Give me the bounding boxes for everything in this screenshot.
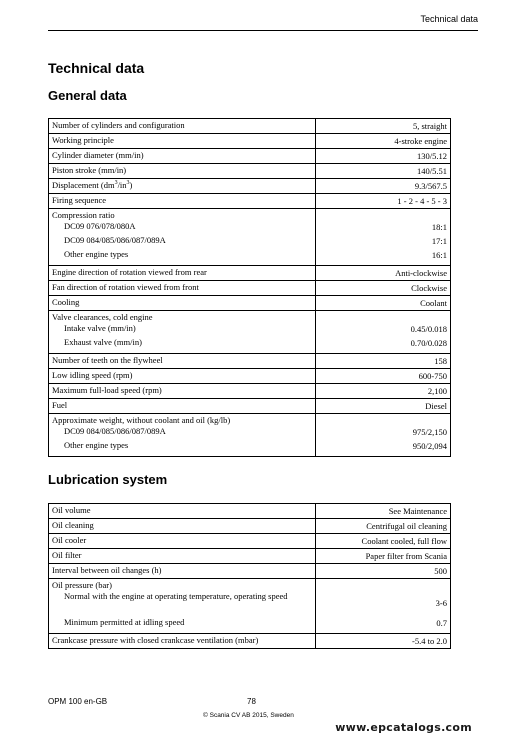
table-row bbox=[49, 564, 451, 579]
row-label: Oil cleaning bbox=[49, 519, 316, 534]
row-label: Oil filter bbox=[49, 549, 316, 564]
group-cell bbox=[49, 579, 316, 634]
row-label: Oil cooler bbox=[49, 534, 316, 549]
table-row bbox=[49, 634, 451, 649]
table-row-group bbox=[49, 209, 451, 266]
row-value: 140/5.51 bbox=[316, 164, 451, 179]
superscript: 3 bbox=[114, 180, 118, 187]
table-row bbox=[49, 504, 451, 519]
row-value: 5, straight bbox=[316, 119, 451, 134]
group-label: Oil pressure (bar) bbox=[52, 580, 112, 590]
table-row bbox=[49, 384, 451, 399]
footer-doc-id: OPM 100 en-GB bbox=[48, 697, 108, 706]
row-value: 4-stroke engine bbox=[316, 134, 451, 149]
group-label: Compression ratio bbox=[52, 210, 115, 220]
group-label: Approximate weight, without coolant and oil (kg/lb) bbox=[52, 415, 231, 425]
sub-label: Minimum permitted at idling speed bbox=[64, 617, 185, 627]
row-label: Number of teeth on the flywheel bbox=[49, 354, 316, 369]
row-value: 9.3/567.5 bbox=[316, 179, 451, 194]
group-values bbox=[316, 414, 451, 457]
row-label: Piston stroke (mm/in) bbox=[49, 164, 316, 179]
row-value: See Maintenance bbox=[316, 504, 451, 519]
general-data-heading: General data bbox=[48, 88, 127, 103]
sub-value: 975/2,150 bbox=[412, 427, 447, 437]
table-row bbox=[49, 134, 451, 149]
sub-value: 950/2,094 bbox=[412, 441, 447, 451]
row-label: Working principle bbox=[49, 134, 316, 149]
sub-label: Normal with the engine at operating temperature, operating speed bbox=[64, 591, 288, 601]
spacer bbox=[319, 415, 447, 427]
sub-value: 17:1 bbox=[431, 236, 447, 246]
header-divider bbox=[48, 30, 478, 31]
footer-page-number: 78 bbox=[247, 697, 256, 706]
group-values bbox=[316, 209, 451, 266]
watermark: www.epcatalogs.com bbox=[335, 721, 472, 734]
general-data-table bbox=[48, 118, 451, 457]
table-row bbox=[49, 296, 451, 311]
header-section-title: Technical data bbox=[420, 14, 478, 24]
group-cell bbox=[49, 414, 316, 457]
sub-label: Exhaust valve (mm/in) bbox=[64, 337, 142, 347]
row-label: Oil volume bbox=[49, 504, 316, 519]
table-row-group bbox=[49, 311, 451, 354]
table-row bbox=[49, 519, 451, 534]
footer-copyright bbox=[203, 712, 294, 719]
table-row bbox=[49, 266, 451, 281]
row-value: Anti-clockwise bbox=[316, 266, 451, 281]
row-label: Cooling bbox=[49, 296, 316, 311]
row-value: -5.4 to 2.0 bbox=[316, 634, 451, 649]
table-row bbox=[49, 534, 451, 549]
row-label: Cylinder diameter (mm/in) bbox=[49, 149, 316, 164]
row-label bbox=[49, 179, 316, 194]
sub-label: DC09 084/085/086/087/089A bbox=[64, 235, 166, 245]
sub-label: Other engine types bbox=[64, 440, 129, 450]
row-value: 130/5.12 bbox=[316, 149, 451, 164]
lubrication-table bbox=[48, 503, 451, 649]
sub-label: Other engine types bbox=[64, 249, 129, 259]
sub-label: Intake valve (mm/in) bbox=[64, 323, 136, 333]
table-row-group bbox=[49, 414, 451, 457]
table-row bbox=[49, 369, 451, 384]
page-title: Technical data bbox=[48, 60, 145, 76]
row-value: Clockwise bbox=[316, 281, 451, 296]
label-text: /in bbox=[117, 180, 127, 190]
label-text: Displacement (dm bbox=[52, 180, 115, 190]
table-row bbox=[49, 119, 451, 134]
row-value: 500 bbox=[316, 564, 451, 579]
row-value: 2,100 bbox=[316, 384, 451, 399]
table-row bbox=[49, 549, 451, 564]
row-label: Fuel bbox=[49, 399, 316, 414]
lubrication-heading: Lubrication system bbox=[48, 472, 168, 487]
row-value: Centrifugal oil cleaning bbox=[316, 519, 451, 534]
row-value: Coolant cooled, full flow bbox=[316, 534, 451, 549]
sub-value: 0.7 bbox=[436, 618, 447, 628]
table-row bbox=[49, 149, 451, 164]
row-value: Diesel bbox=[316, 399, 451, 414]
row-label: Crankcase pressure with closed crankcase ventilation (mbar) bbox=[49, 634, 316, 649]
row-value: Coolant bbox=[316, 296, 451, 311]
sub-label: DC09 084/085/086/087/089A bbox=[64, 426, 166, 436]
spacer bbox=[319, 210, 447, 222]
spacer bbox=[319, 312, 447, 324]
table-row bbox=[49, 179, 451, 194]
table-row bbox=[49, 399, 451, 414]
table-row bbox=[49, 354, 451, 369]
spacer bbox=[319, 580, 447, 592]
group-values bbox=[316, 579, 451, 634]
row-label: Maximum full-load speed (rpm) bbox=[49, 384, 316, 399]
row-label: Engine direction of rotation viewed from rear bbox=[49, 266, 316, 281]
row-label: Low idling speed (rpm) bbox=[49, 369, 316, 384]
row-value: Paper filter from Scania bbox=[316, 549, 451, 564]
group-values bbox=[316, 311, 451, 354]
sub-value: 16:1 bbox=[431, 250, 447, 260]
table-row bbox=[49, 281, 451, 296]
sub-value: 0.45/0.018 bbox=[410, 324, 447, 334]
row-label: Firing sequence bbox=[49, 194, 316, 209]
row-label: Interval between oil changes (h) bbox=[49, 564, 316, 579]
sub-value: 18:1 bbox=[431, 222, 447, 232]
sub-label: DC09 076/078/080A bbox=[64, 221, 136, 231]
table-row bbox=[49, 164, 451, 179]
table-row-group bbox=[49, 579, 451, 634]
superscript: 3 bbox=[126, 180, 130, 187]
group-label: Valve clearances, cold engine bbox=[52, 312, 153, 322]
row-value: 158 bbox=[316, 354, 451, 369]
copyright-symbol: © bbox=[203, 712, 208, 719]
sub-value: 3-6 bbox=[435, 598, 447, 608]
row-value: 600-750 bbox=[316, 369, 451, 384]
row-label: Number of cylinders and configuration bbox=[49, 119, 316, 134]
group-cell bbox=[49, 209, 316, 266]
table-row bbox=[49, 194, 451, 209]
label-text: ) bbox=[129, 180, 133, 190]
copyright-text: Scania CV AB 2015, Sweden bbox=[209, 712, 294, 719]
row-value: 1 - 2 - 4 - 5 - 3 bbox=[316, 194, 451, 209]
row-label: Fan direction of rotation viewed from front bbox=[49, 281, 316, 296]
group-cell bbox=[49, 311, 316, 354]
sub-value: 0.70/0.028 bbox=[410, 338, 447, 348]
